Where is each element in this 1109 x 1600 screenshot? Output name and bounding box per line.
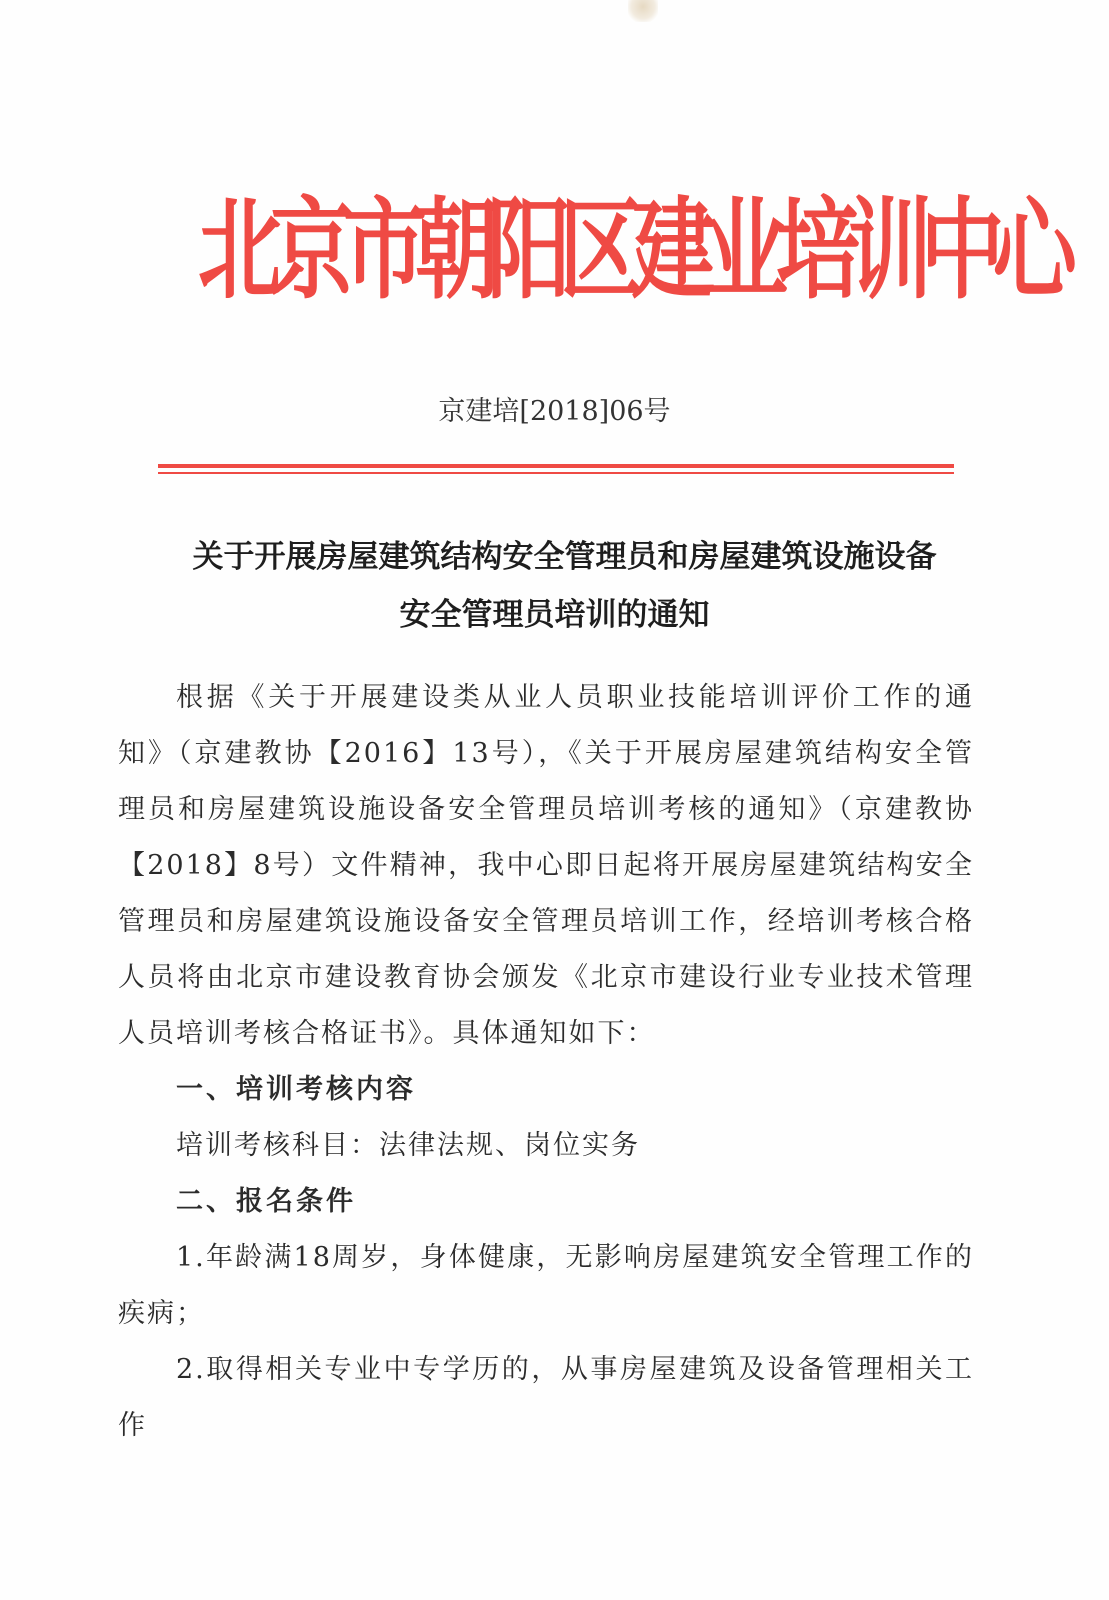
- notice-body: [118, 670, 974, 1454]
- section-2-heading: 二、报名条件: [176, 1186, 356, 1217]
- organization-header: 北京市朝阳区建业培训中心: [198, 187, 1065, 315]
- condition-1: 1.年龄满18周岁，身体健康，无影响房屋建筑安全管理工作的疾病；: [118, 1242, 974, 1329]
- notice-title: [0, 528, 1109, 644]
- title-line-1: 关于开展房屋建筑结构安全管理员和房屋建筑设施设备: [192, 539, 937, 575]
- red-divider-thick: [158, 464, 954, 468]
- red-divider: [158, 464, 954, 476]
- title-line-2: 安全管理员培训的通知: [399, 597, 710, 633]
- red-divider-thin: [158, 472, 954, 474]
- condition-2: 2.取得相关专业中专学历的，从事房屋建筑及设备管理相关工作: [118, 1354, 974, 1441]
- section-1-text: 培训考核科目：法律法规、岗位实务: [176, 1130, 640, 1161]
- section-1-heading: 一、培训考核内容: [176, 1074, 416, 1105]
- document-number: 京建培[2018]06号: [438, 396, 671, 427]
- intro-paragraph: 根据《关于开展建设类从业人员职业技能培训评价工作的通知》（京建教协【2016】13号），《关于开展房屋建筑结构安全管理员和房屋建筑设施设备安全管理员培训考核的通知》（京建教协【2018】8号）文件精神，我中心即日起将开展房屋建筑结构安全管理员和房屋建筑设施设备安全管理员培训工作，经培训考核合格人员将由北京市建设教育协会颁发《北京市建设行业专业技术管理人员培训考核合格证书》。具体通知如下：: [118, 682, 974, 1049]
- paper-stain: [628, 0, 658, 22]
